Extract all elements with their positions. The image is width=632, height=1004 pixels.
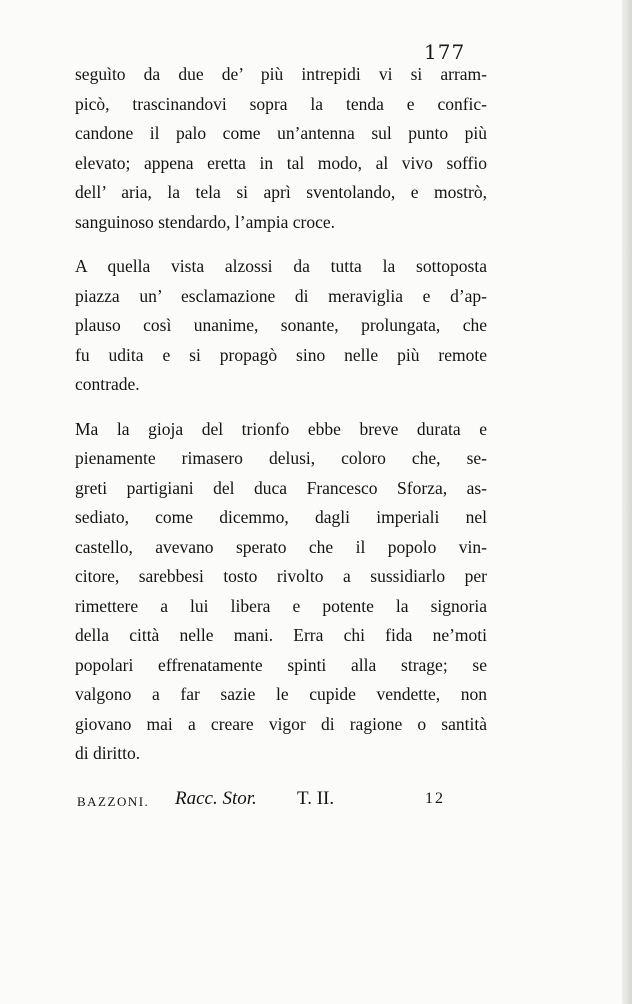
text-line: plauso così unanime, sonante, prolungata, che	[75, 315, 487, 335]
page-number: 177	[424, 40, 466, 64]
text-line: contrade.	[75, 374, 140, 394]
paragraph-break	[75, 237, 487, 252]
text-line: rimettere a lui libera e potente la signoria	[75, 595, 487, 616]
body-text	[75, 60, 487, 769]
paragraph-break	[75, 400, 487, 415]
text-line: sanguinoso stendardo, l’ampia croce.	[75, 211, 335, 232]
footer-author: BAZZONI.	[77, 794, 150, 809]
page-footer	[75, 788, 475, 818]
text-line: della città nelle mani. Erra chi fida ne’moti	[75, 625, 487, 645]
text-line: dell’ aria, la tela si aprì sventolando, e mostrò,	[75, 182, 487, 202]
text-line: citore, sarebbesi tosto rivolto a sussidiarlo per	[75, 566, 487, 586]
text-line: candone il palo come un’antenna sul punto più	[75, 123, 487, 143]
page-edge-shadow	[622, 0, 632, 1004]
text-line: A quella vista alzossi da tutta la sottoposta	[75, 256, 487, 276]
text-line: Ma la gioja del trionfo ebbe breve durata e	[75, 418, 487, 439]
text-line: fu udita e si propagò sino nelle più remote	[75, 344, 487, 365]
footer-volume: T. II.	[297, 788, 335, 809]
text-line: castello, avevano sperato che il popolo vin-	[75, 536, 487, 557]
signature-mark: 12	[425, 790, 445, 807]
text-line: sediato, come dicemmo, dagli imperiali nel	[75, 507, 487, 527]
footer-title: Racc. Stor.	[175, 788, 257, 809]
text-line: piazza un’ esclamazione di meraviglia e d’ap-	[75, 285, 487, 306]
text-line: picò, trascinandovi sopra la tenda e confic-	[75, 93, 487, 114]
text-line: seguìto da due de’ più intrepidi vi si arram-	[75, 64, 487, 84]
text-line: valgono a far sazie le cupide vendette, non	[75, 684, 487, 704]
text-line: di diritto.	[75, 743, 141, 763]
text-line: pienamente rimasero delusi, coloro che, se-	[75, 448, 487, 468]
text-line: greti partigiani del duca Francesco Sforza, as-	[75, 477, 487, 498]
text-line: popolari effrenatamente spinti alla strage; se	[75, 654, 487, 675]
text-line: elevato; appena eretta in tal modo, al vivo soffio	[75, 152, 487, 173]
text-line: giovano mai a creare vigor di ragione o santità	[75, 713, 487, 734]
